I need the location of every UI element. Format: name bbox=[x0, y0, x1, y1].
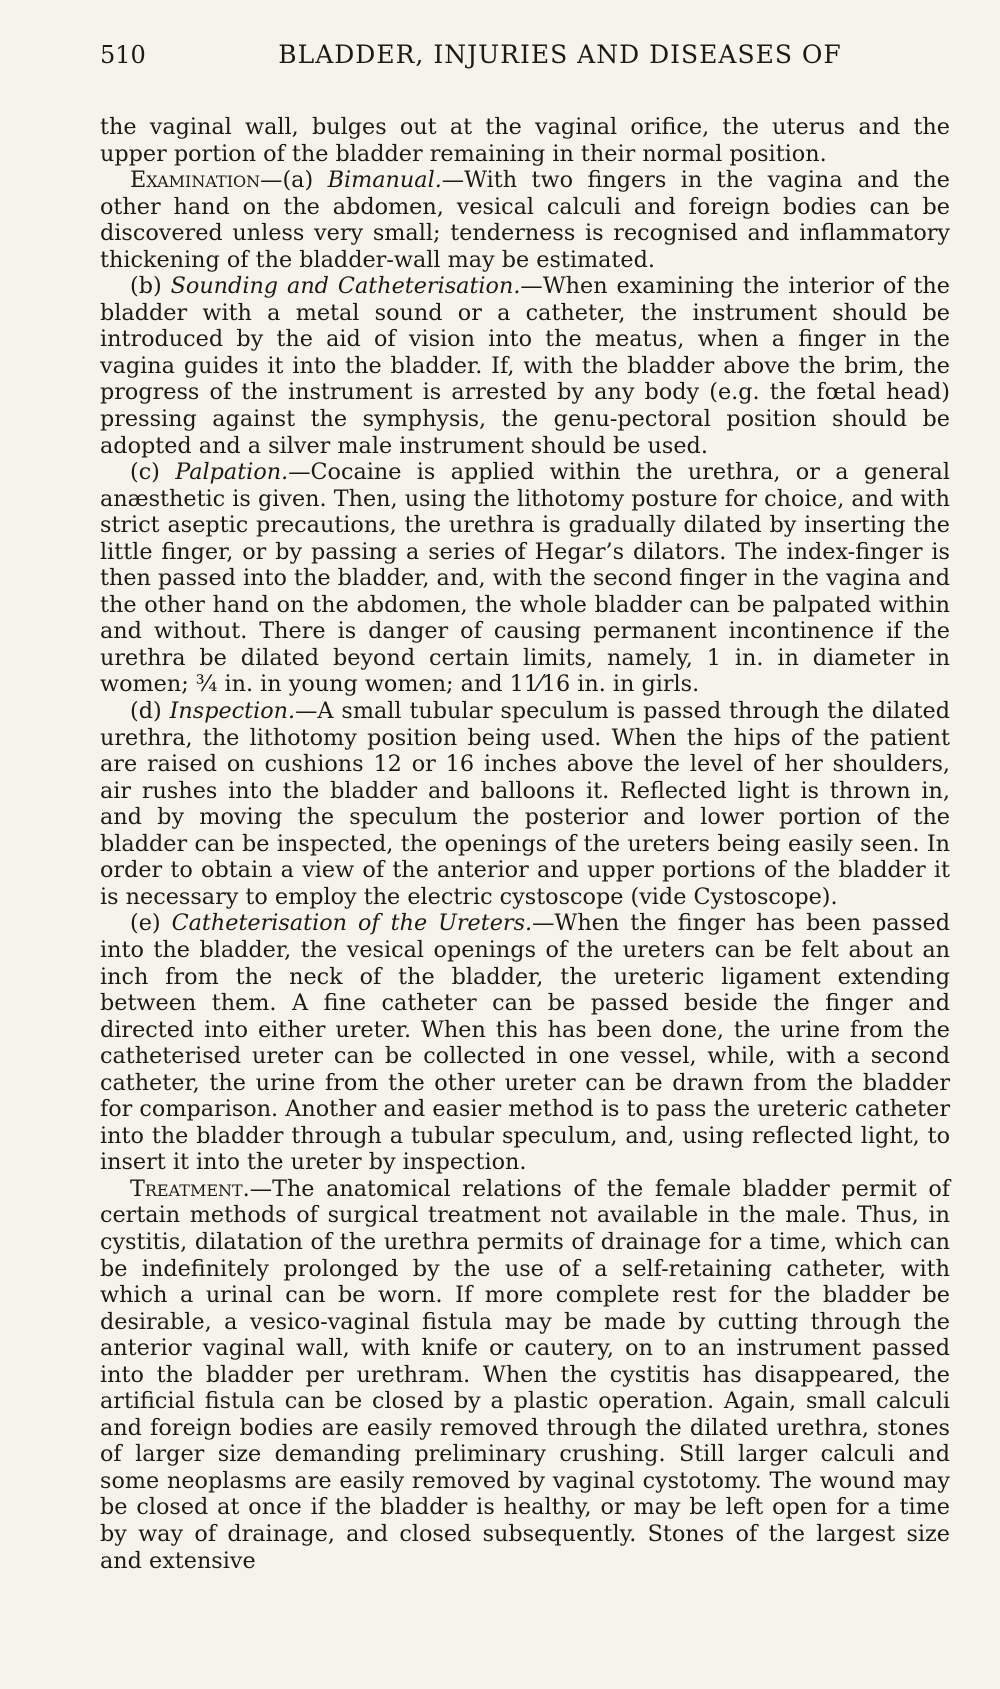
running-head: BLADDER, INJURIES AND DISEASES OF bbox=[278, 40, 842, 69]
paragraph-inspection bbox=[100, 698, 950, 910]
subsection-label: (d) bbox=[130, 698, 170, 725]
subsection-heading: Sounding and Catheterisation. bbox=[170, 273, 521, 300]
paragraph-text: —When examining the interior of the bladder with a metal sound or a catheter, the instrument should be introduced by the aid of vision into the meatus, when a finger in the vagina guides it into the bladder. If, with the bladder above the brim, the progress of the instrument is arrested by any body (e.g. the fœtal head) pressing against the symphysis, the genu-pectoral position should be adopted and a silver male instrument should be used. bbox=[100, 273, 950, 459]
paragraph-treatment bbox=[100, 1176, 950, 1574]
section-heading-examination: Examination— bbox=[130, 167, 283, 194]
paragraph-text: the vaginal wall, bulges out at the vaginal orifice, the uterus and the upper portion of the bladder remaining in their normal position. bbox=[100, 114, 950, 167]
subsection-label: (e) bbox=[130, 910, 172, 937]
paragraph-text: —When the finger has been passed into the bladder, the vesical openings of the ureters can be felt about an inch from the neck of the bladder, the ureteric ligament extending between them. A fine catheter can be passed beside the finger and directed into either ureter. When this has been done, the urine from the catheterised ureter can be collected in one vessel, while, with a second catheter, the urine from the other ureter can be drawn from the bladder for comparison. Another and easier method is to pass the ureteric catheter into the bladder through a tubular speculum, and, using reflected light, to insert it into the ureter by inspection. bbox=[100, 910, 951, 1176]
paragraph-text: —Cocaine is applied within the urethra, or a general anæsthetic is given. Then, using the lithotomy posture for choice, and with strict aseptic precautions, the urethra is gradually dilated by inserting the little finger, or by passing a series of Hegar’s dilators. The index-finger is then passed into the bladder, and, with the second finger in the vagina and the other hand on the abdomen, the whole bladder can be palpated within and without. There is danger of causing permanent incontinence if the urethra be dilated beyond certain limits, namely, 1 in. in diameter in women; ¾ in. in young women; and 11⁄16 in. in girls. bbox=[100, 459, 950, 698]
subsection-label: (c) bbox=[130, 459, 176, 486]
paragraph-text: —The anatomical relations of the female bladder permit of certain methods of surgical treatment not available in the male. Thus, in cystitis, dilatation of the urethra permits of drainage for a time, which can be indefinitely prolonged by the use of a self-retaining catheter, with which a urinal can be worn. If more complete rest for the bladder be desirable, a vesico-vaginal fistula may be made by cutting through the anterior vaginal wall, with knife or cautery, on to an instrument passed into the bladder per urethram. When the cystitis has disappeared, the artificial fistula can be closed by a plastic operation. Again, small calculi and foreign bodies are easily removed through the dilated urethra, stones of larger size demanding preliminary crushing. Still larger calculi and some neoplasms are easily removed by vaginal cystotomy. The wound may be closed at once if the bladder is healthy, or may be left open for a time by way of drainage, and closed subsequently. Stones of the largest size and extensive bbox=[100, 1175, 950, 1574]
subsection-heading: Palpation. bbox=[175, 459, 289, 486]
subsection-heading: Inspection. bbox=[169, 698, 296, 725]
paragraph-text: —With two fingers in the vagina and the other hand on the abdomen, vesical calculi and foreign bodies can be discovered unless very small; tenderness is recognised and inflammatory thickening of the bladder-wall may be estimated. bbox=[100, 167, 950, 273]
paragraph-palpation bbox=[100, 459, 950, 698]
subsection-heading: Bimanual. bbox=[327, 167, 442, 194]
page-number: 510 bbox=[100, 41, 146, 69]
paragraph-examination-bimanual bbox=[100, 167, 950, 273]
page-header bbox=[100, 40, 950, 80]
paragraph-catheterisation-ureters bbox=[100, 910, 950, 1175]
paragraph-sounding-catheterisation bbox=[100, 273, 950, 459]
subsection-heading: Catheterisation of the Ureters. bbox=[171, 910, 533, 937]
body-text bbox=[100, 114, 950, 1574]
section-heading-treatment: Treatment. bbox=[130, 1175, 250, 1202]
paragraph-text: —A small tubular speculum is passed through the dilated urethra, the lithotomy position being used. When the hips of the patient are raised on cushions 12 or 16 inches above the level of her shoulders, air rushes into the bladder and balloons it. Reflected light is thrown in, and by moving the speculum the posterior and lower portion of the bladder can be inspected, the openings of the ureters being easily seen. In order to obtain a view of the anterior and upper portions of the bladder it is necessary to employ the electric cystoscope (vide Cystoscope). bbox=[100, 698, 950, 910]
subsection-label: (a) bbox=[282, 167, 328, 194]
paragraph-continuation bbox=[100, 114, 950, 167]
subsection-label: (b) bbox=[130, 273, 171, 300]
